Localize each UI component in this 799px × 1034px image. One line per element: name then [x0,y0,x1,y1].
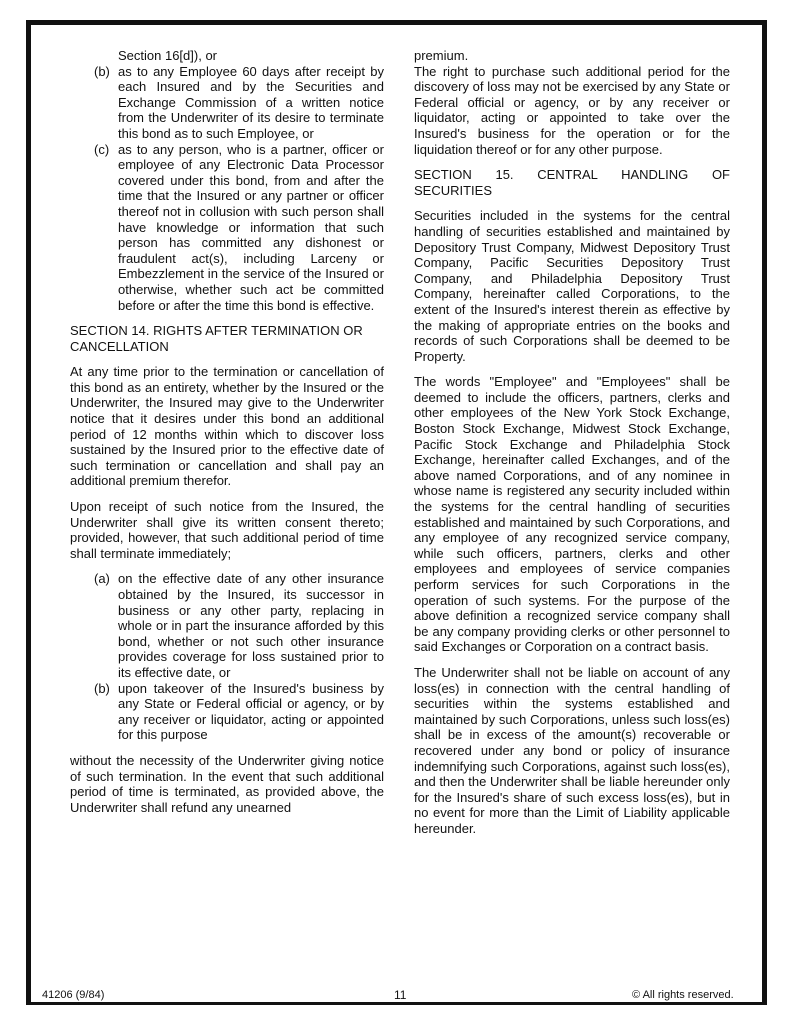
section-14-paragraph-4: The right to purchase such additional period for the discovery of loss may not be exercised by any State or Federal official or agency, or by any receiver or liquidator, acting or appointed to take over the Insured's business for the operation or for the liquidation thereof or for any other purpose. [414,63,730,157]
section-15-paragraph-3: The Underwriter shall not be liable on account of any loss(es) in connection with the central handling of securities within the systems established and maintained by such Corporations, unless such loss(es) shall be in excess of the amount(s) recoverable or recovered under any bond or policy of insurance indemnifying such Corporations, against such loss(es), and then the Underwriter shall be liable hereunder only for the Insured's share of such excess loss(es), but in no event for more than the Limit of Liability applicable hereunder. [414,664,730,836]
list-item-label: (a) [94,571,110,587]
list-item-a [70,571,384,680]
additional-period-list [70,571,384,743]
list-item-c [70,142,384,314]
section-15-heading [414,167,730,198]
continuation-text: premium. [414,48,469,63]
list-item-text: on the effective date of any other insurance obtained by the Insured, its successor in business or any other party, replacing in whole or in part the insurance afforded by this bond, whether or not such other insurance provides coverage for loss sustained prior to its effective date, or [118,571,384,680]
left-column [70,48,384,815]
page-number: 11 [394,988,407,1002]
rights-notice [632,988,734,1002]
section-15-heading-line-2: SECURITIES [414,182,493,198]
rights-text: All rights reserved. [642,989,734,1001]
form-number: 41206 (9/84) [42,989,105,1001]
list-item-text: as to any Employee 60 days after receipt by each Insured and by the Securities and Exchange Commission of a written notice from the Underwriter of its desire to terminate this bond as to such Employee, or [118,63,384,141]
list-item-b [70,64,384,142]
section-15-heading-line-1: SECTION 15. CENTRAL HANDLING OF [414,167,730,183]
list-continuation: Section 16[d]), or [118,48,217,63]
section-14-paragraph-3: without the necessity of the Underwriter giving notice of such termination. In the event that such additional period of time is terminated, as provided above, the Underwriter shall refund any unearned [70,752,384,815]
list-item-b [70,681,384,743]
section-15-paragraph-2: The words "Employee" and "Employees" shall be deemed to include the officers, partners, clerks and other employees of the New York Stock Exchange, Boston Stock Exchange, Midwest Stock Exchange, Pacific Stock Exchange and Philadelphia Stock Exchange, hereinafter called Exchanges, and of the above named Corporations, and of any nominee in whose name is registered any security included within the systems for the central handling of securities established and maintained by such Corporations, and any employee of any recognized service company, while such officers, partners, clerks and other employees and employees of service companies perform services for such Corporations in the operation of such systems. For the purpose of the above definition a recognized service company shall be any company providing clerks or other personnel to said Exchanges or Corporation on a contract basis. [414,374,730,655]
copyright-icon: © [632,989,641,1001]
section-14-heading: SECTION 14. RIGHTS AFTER TERMINATION OR CANCELLATION [70,323,363,354]
section-15-paragraph-1: Securities included in the systems for the central handling of securities established and maintained by Depository Trust Company, Midwest Depository Trust Company, Pacific Securities Depository Trust Company, and Philadelphia Depository Trust Company, hereinafter called Corporations, to the extent of the Insured's interest therein as effective by the making of appropriate entries on the books and records of such Corporations shall be deemed to be Property. [414,208,730,364]
list-item-label: (b) [94,680,110,696]
list-item-text: as to any person, who is a partner, officer or employee of any Electronic Data Processor covered under this bond, from and after the time that the Insured or any partner or officer thereof not in collusion with such person shall have knowledge or information that such person has committed any dishonest or fraudulent act(s), including Larceny or Embezzlement in the service of the Insured or otherwise, whether such act be committed before or after the time this bond is effective. [118,141,384,313]
list-item-label: (b) [94,63,110,79]
section-14-paragraph-1: At any time prior to the termination or cancellation of this bond as an entirety, whether by the Insured or the Underwriter, the Insured may give to the Underwriter notice that it desires under this bond an additional period of 12 months within which to discover loss sustained by the Insured prior to the effective date of such termination or cancellation and shall pay an additional premium therefor. [70,364,384,489]
section-14-paragraph-2: Upon receipt of such notice from the Insured, the Underwriter shall give its written consent thereto; provided, however, that such additional period of time shall terminate immediately; [70,499,384,561]
list-item-text: upon takeover of the Insured's business by any State or Federal official or agency, or by any receiver or liquidator, acting or appointed for this purpose [118,680,384,743]
termination-list [70,48,384,313]
right-column [414,48,730,837]
list-item-label: (c) [94,141,110,157]
